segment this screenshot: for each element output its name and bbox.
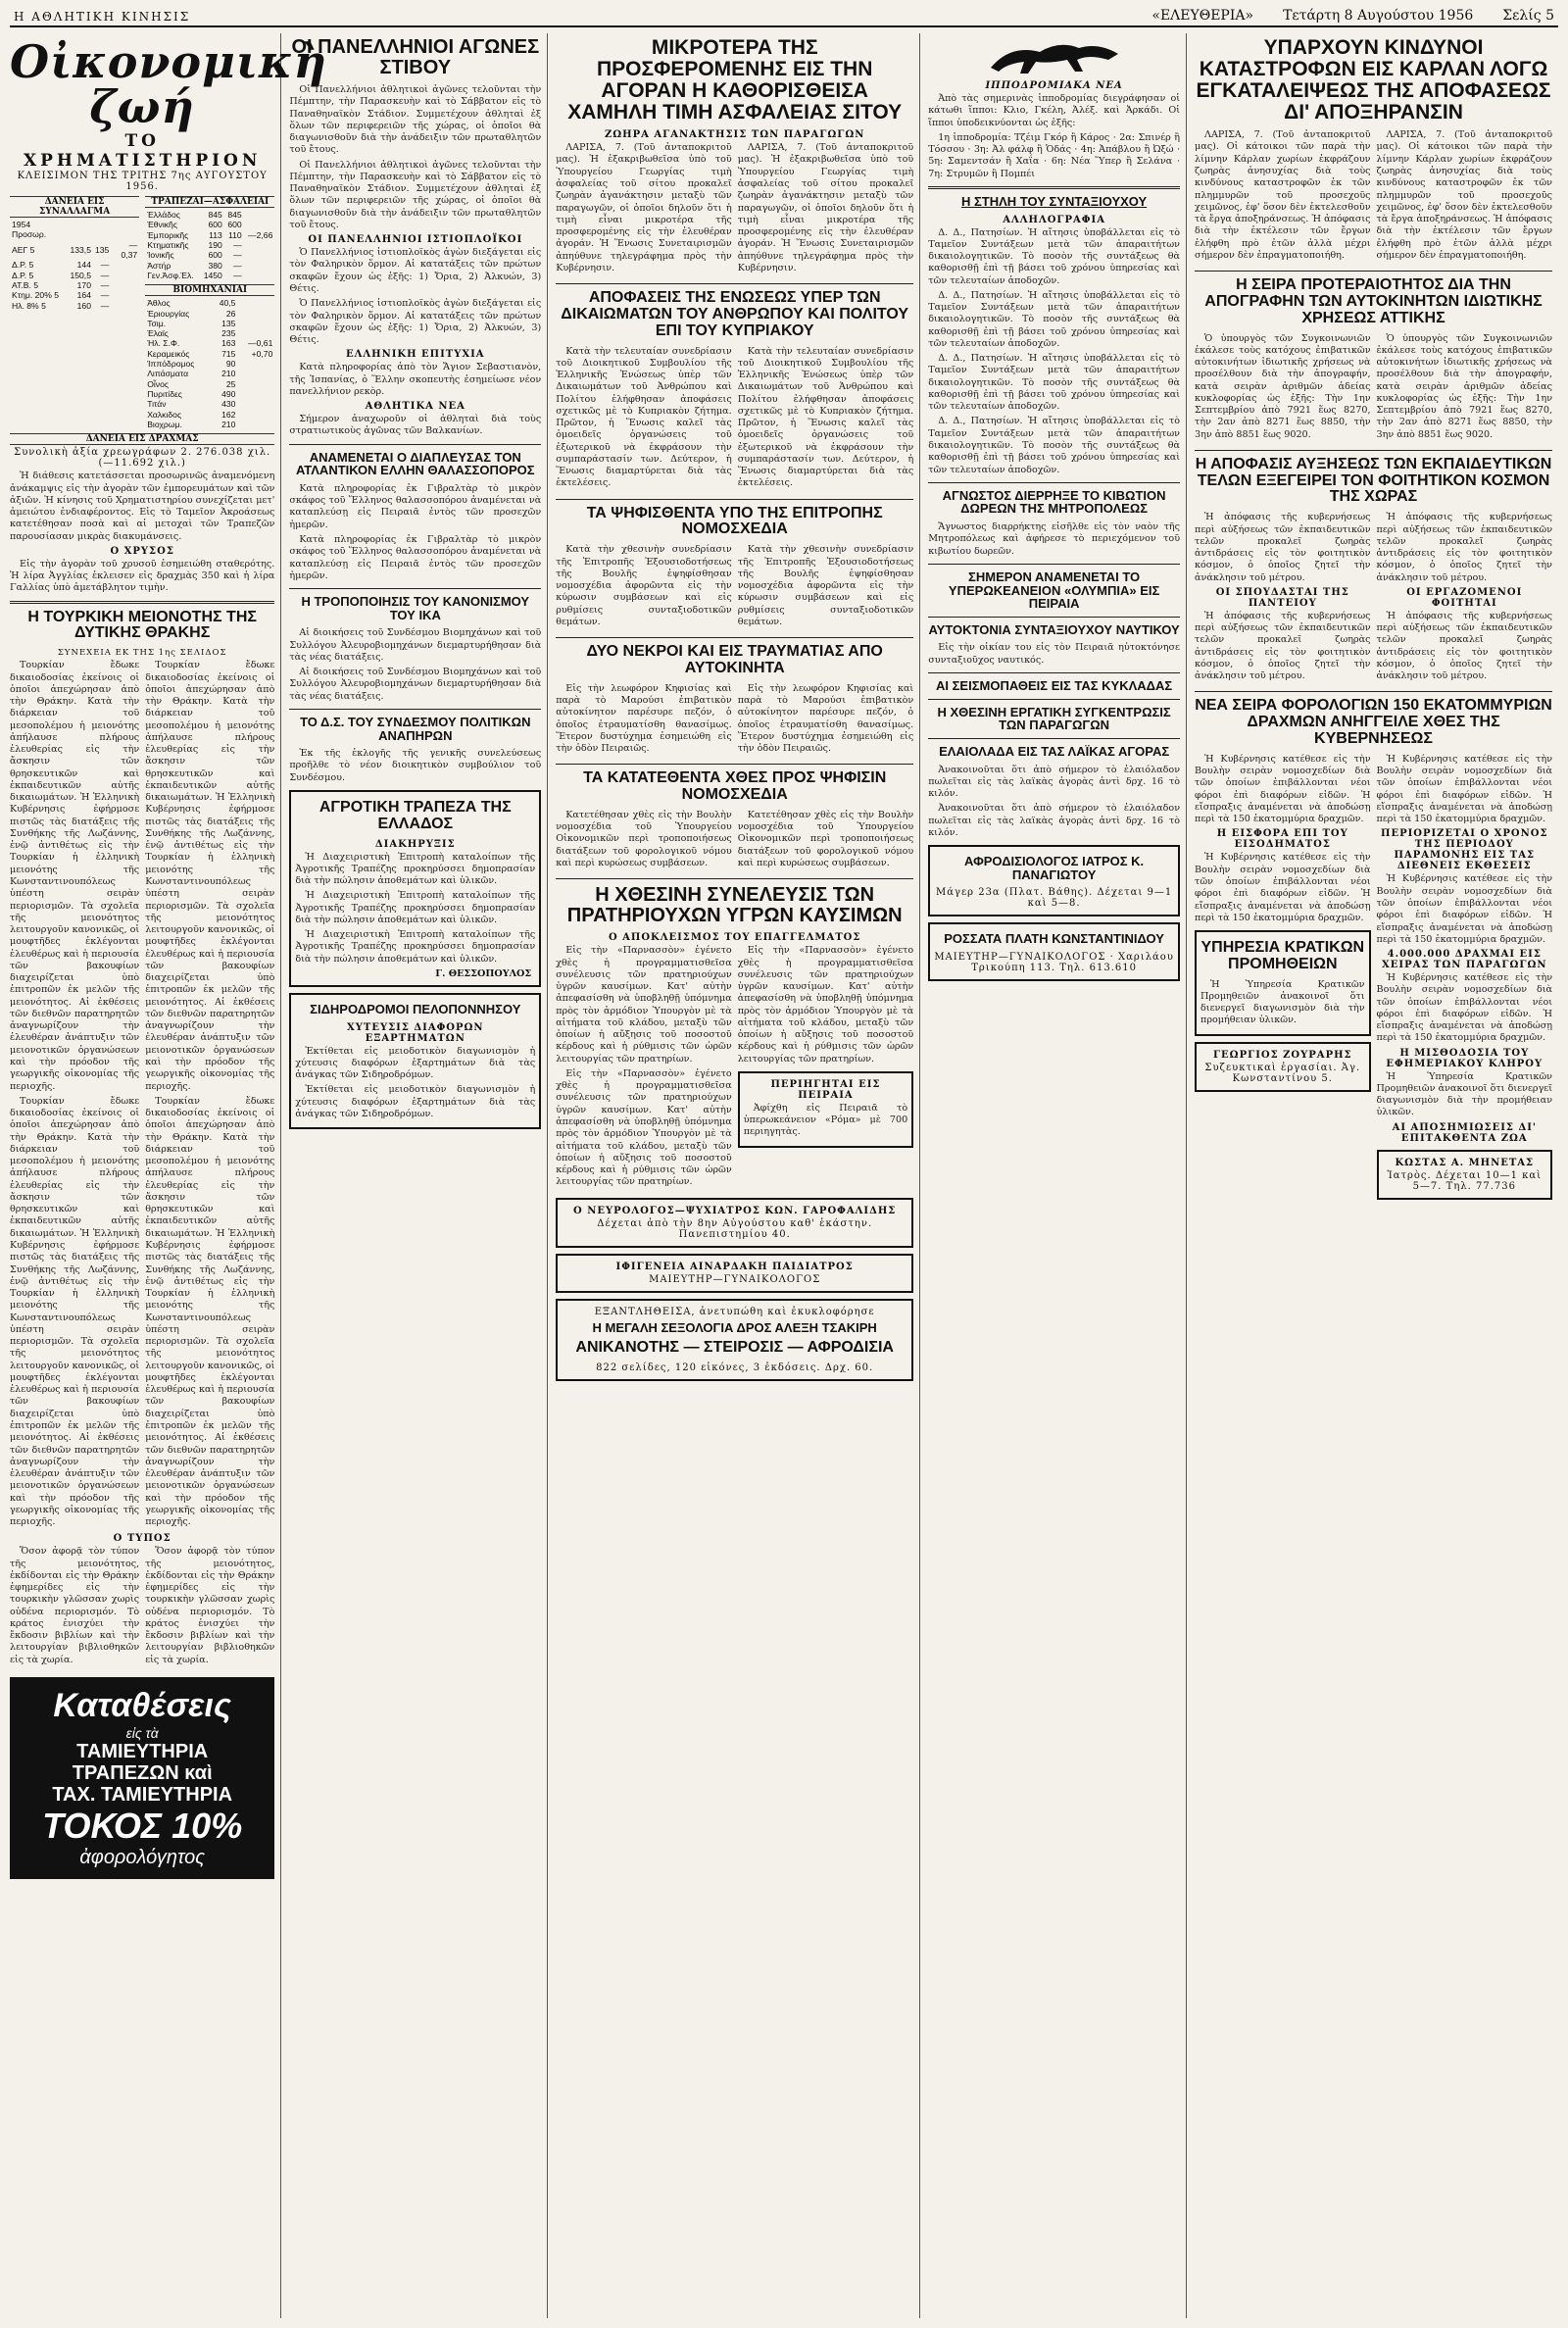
table-cell: —0,37 bbox=[121, 239, 138, 260]
column-national-news bbox=[1195, 33, 1558, 2318]
minetas-text: Ἰατρὸς. Δέχεται 10—1 καὶ 5—7. Τηλ. 77.736 bbox=[1387, 1169, 1543, 1192]
table-cell bbox=[111, 260, 139, 270]
table-cell: 600 bbox=[227, 220, 242, 230]
table-cell: 26 bbox=[225, 308, 236, 319]
table-cell: — bbox=[233, 239, 242, 250]
table-cell: 210 bbox=[221, 369, 236, 379]
car-census-article-a: Ὁ ὑπουργὸς τῶν Συγκοινωνιῶν ἐκάλεσε τοὺς κατόχους ἐπιβατικῶν αὐτοκινήτων ἰδιωτικῆς χρήσεως νὰ προσέλθουν διὰ τὴν ἀπογραφήν, κατὰ σειρὰν ἀριθμῶν ἀδείας κυκλοφορίας ὡς ἑξῆς: Τὴν 1ην Σεπτεμβρίου ἀπὸ 7921 ἕως 8270, τὴν 2αν ἀπὸ 8271 ἕως 8850, τὴν 3ην ἀπὸ 8851 ἕως 9020. bbox=[1195, 332, 1371, 440]
table-cell: Ἰονικῆς bbox=[147, 250, 174, 261]
table-cell: 40,5 bbox=[219, 298, 236, 309]
agri-bank-text: Ἡ Διαχειριστικὴ Ἐπιτροπὴ καταλοίπων τῆς Ἀγροτικῆς Τραπέζης προκηρύσσει δημοπρασίαν διὰ τὴν πώλησιν ἀποθεμάτων καὶ ὑλικῶν. bbox=[295, 851, 536, 887]
earthquake-headline: ΑΙ ΣΕΙΣΜΟΠΑΘΕΙΣ ΕΙΣ ΤΑΣ ΚΥΚΛΑΔΑΣ bbox=[936, 677, 1173, 693]
table-row bbox=[10, 260, 139, 270]
table-cell: 90 bbox=[225, 359, 236, 370]
table-cell: +0,70 bbox=[251, 348, 273, 359]
table-row bbox=[10, 301, 139, 311]
banks-table-title: ΤΡΑΠΕΖΑΙ—ΑΣΦΑΛΕΙΑΙ bbox=[145, 196, 274, 208]
table-cell: ΑΕΓ 5 bbox=[12, 244, 35, 255]
table-cell: Ἐριουργίας bbox=[147, 308, 190, 319]
exhibitions-text: Ἡ Κυβέρνησις κατέθεσε εἰς τὴν Βουλὴν σειρὰν νομοσχεδίων διὰ τῶν ὁποίων ἐπιβάλλονται νέοι φόροι ἐπὶ διαφόρων εἰδῶν. Ἡ εἴσπραξις ἀναμένεται νὰ ἀποδώσῃ περὶ τὰ 150 ἑκατομμύρια δραχμῶν. bbox=[1376, 873, 1553, 945]
human-rights-article-a: Κατὰ τὴν τελευταίαν συνεδρίασιν τοῦ Διοικητικοῦ Συμβουλίου τῆς Ἑλληνικῆς Ἑνώσεως ὑπὲρ τῶν Δικαιωμάτων τοῦ Ἀνθρώπου καὶ Πολίτου ἐλήφθησαν ἀποφάσεις σχετικῶς μὲ τὸ Κυπριακὸν ζήτημα. Πρῶτον, ἡ Ἕνωσις καλεῖ τὰς ὁμοειδεῖς ὀργανώσεις τοῦ ἐξωτερικοῦ νὰ ἐκφράσουν τὴν συμπαράστασίν των. Δεύτερον, ἡ Ἕνωσις διαμαρτύρεται διὰ τὰς ἐκτελέσεις. bbox=[556, 345, 732, 489]
table-cell: Οἶνος bbox=[147, 378, 169, 389]
table-row bbox=[145, 298, 274, 308]
olive-oil-text-2: Ἀνακοινοῦται ὅτι ἀπὸ σήμερον τὸ ἐλαιόλαδον πωλεῖται εἰς τὰς λαϊκὰς ἀγορὰς ἀντὶ δρχ. 16 τὸ κιλόν. bbox=[928, 803, 1181, 838]
table-row bbox=[145, 420, 274, 429]
horse-racing-text: Ἀπὸ τὰς σημερινὰς ἱπποδρομίας διεγράφησαν οἱ κάτωθι ἵπποι: Κλιο, Γκέλη, Ἀλέξ. καὶ Ἀρκάδι. Οἱ ἵπποι ὑποδεικνύονται ὡς ἑξῆς: bbox=[928, 93, 1181, 128]
fuel-stations-article-c: Εἰς τὴν «Παρνασσὸν» ἐγένετο χθὲς ἡ προγραμματισθεῖσα συνέλευσις τῶν πρατηριούχων ὑγρῶν καυσίμων. Κατ' αὐτὴν ἀπεφασίσθη νὰ ὑποβληθῇ ὑπόμνημα πρὸς τὸν ἁρμόδιον Ὑπουργὸν μὲ τὰ αἰτήματα τοῦ κλάδου, μεταξὺ τῶν ὁποίων ἡ αὔξησις τοῦ ποσοστοῦ κέρδους καὶ ἡ ρύθμισις τῶν ὡρῶν λειτουργίας τῶν πρατηρίων. bbox=[556, 1067, 732, 1188]
table-row bbox=[10, 280, 139, 290]
table-cell bbox=[237, 309, 274, 319]
table-cell: 135 bbox=[221, 318, 236, 328]
table-row bbox=[145, 319, 274, 328]
sexology-book-ad bbox=[556, 1299, 913, 1381]
industry-table bbox=[145, 298, 274, 429]
disabled-union-headline: ΤΟ Δ.Σ. ΤΟΥ ΣΥΝΔΕΣΜΟΥ ΠΟΛΙΤΙΚΩΝ ΑΝΑΠΗΡΩΝ bbox=[300, 714, 531, 743]
table-row bbox=[10, 240, 139, 261]
new-taxes-article-a: Ἡ Κυβέρνησις κατέθεσε εἰς τὴν Βουλὴν σειρὰν νομοσχεδίων διὰ τῶν ὁποίων ἐπιβάλλονται νέοι φόροι ἐπὶ διαφόρων εἰδῶν. Ἡ εἴσπραξις ἀναμένεται νὰ ἀποδώσῃ περὶ τὰ 150 ἑκατομμύρια δραχμῶν. bbox=[1195, 753, 1371, 825]
exchange-tables bbox=[10, 196, 274, 429]
procurement-text: Ἡ Ὑπηρεσία Κρατικῶν Προμηθειῶν ἀνακοινοῖ ὅτι διενεργεῖ διαγωνισμὸν διὰ τὴν προμήθειαν ὑλικῶν. bbox=[1200, 978, 1365, 1026]
neurologist-title: Ο ΝΕΥΡΟΛΟΓΟΣ—ΨΥΧΙΑΤΡΟΣ ΚΩΝ. ΓΑΡΟΦΑΛΙΔΗΣ bbox=[573, 1205, 897, 1216]
sailor-headline: ΑΝΑΜΕΝΕΤΑΙ Ο ΔΙΑΠΛΕΥΣΑΣ ΤΟΝ ΑΤΛΑΝΤΙΚΟΝ ΕΛΛΗΝ ΘΑΛΑΣΣΟΠΟΡΟΣ bbox=[295, 449, 535, 478]
sexology-reprint: ΕΞΑΝΤΛΗΘΕΙΣΑ, ἀνετυπώθη καὶ ἐκυκλοφόρησε bbox=[594, 1306, 875, 1317]
sailor-article: Κατὰ πληροφορίας ἐκ Γιβραλτὰρ τὸ μικρὸν σκάφος τοῦ Ἕλληνος θαλασσοπόρου ἀναμένεται νὰ καταπλεύσῃ εἰς Πειραιᾶ ἐντὸς τῶν προσεχῶν ἡμερῶν. bbox=[289, 482, 542, 530]
pediatrician-ad bbox=[556, 1254, 913, 1293]
gynecologist-title: ΡΟΣΣΑΤΑ ΠΛΑΤΗ ΚΩΝΣΤΑΝΤΙΝΙΔΟΥ bbox=[944, 931, 1164, 947]
table-cell bbox=[244, 250, 275, 260]
table-cell bbox=[111, 301, 139, 311]
continued-note: ΣΥΝΕΧΕΙΑ ΕΚ ΤΗΣ 1ης ΣΕΛΙΔΟΣ bbox=[57, 648, 227, 659]
table-cell: 113 bbox=[209, 229, 222, 240]
table-cell bbox=[244, 220, 275, 229]
table-cell: Ἀθλος bbox=[147, 298, 171, 309]
table-cell: Δ.Ρ. 5 bbox=[12, 260, 34, 271]
table-cell: Ἀστήρ bbox=[147, 260, 172, 271]
table-cell: 144 bbox=[76, 260, 91, 271]
exchange-title: ΤΟ ΧΡΗΜΑΤΙΣΤΗΡΙΟΝ bbox=[23, 131, 262, 171]
ad-savings-banks: ΤΑΜΙΕΥΤΗΡΙΑ bbox=[76, 1741, 209, 1763]
fuel-stations-headline: Η ΧΘΕΣΙΝΗ ΣΥΝΕΛΕΥΣΙΣ ΤΩΝ ΠΡΑΤΗΡΙΟΥΧΩΝ ΥΓΡΩΝ ΚΑΥΣΙΜΩΝ bbox=[566, 884, 903, 927]
table-cell: —2,66 bbox=[248, 229, 273, 240]
table-cell: Κεραμεικός bbox=[147, 348, 190, 359]
committee-bills-article-a: Κατὰ τὴν χθεσινὴν συνεδρίασιν τῆς Ἐπιτροπῆς Ἐξουσιοδοτήσεως τῆς Βουλῆς ἐψηφίσθησαν νομοσχέδια ἀφορῶντα εἰς τὴν κύρωσιν συμβάσεων καὶ εἰς ρυθμίσεις συνταξιοδοτικῶν θεμάτων. bbox=[556, 544, 732, 627]
agricultural-bank-notice bbox=[289, 790, 541, 987]
ad-banks: ΤΡΑΠΕΖΩΝ καὶ bbox=[72, 1762, 213, 1785]
railways-notice bbox=[289, 993, 541, 1129]
student-fees-article-b: Ἡ ἀπόφασις τῆς κυβερνήσεως περὶ αὐξήσεως τῶν ἐκπαιδευτικῶν τελῶν προκαλεῖ ζωηρὰς ἀντιδράσεις εἰς τὸν φοιτητικὸν κόσμον, ὁ ὁποῖος ζητεῖ τὴν ἀνάκλησιν τοῦ μέτρου. bbox=[1376, 512, 1553, 583]
table-cell: 160 bbox=[76, 300, 91, 311]
thrace-headline: Η ΤΟΥΡΚΙΚΗ ΜΕΙΟΝΟΤΗΣ ΤΗΣ ΔΥΤΙΚΗΣ ΘΡΑΚΗΣ bbox=[27, 608, 257, 642]
table-row bbox=[10, 290, 139, 300]
table-cell: —0,61 bbox=[248, 338, 273, 349]
working-students-text: Ἡ ἀπόφασις τῆς κυβερνήσεως περὶ αὐξήσεως τῶν ἐκπαιδευτικῶν τελῶν προκαλεῖ ζωηρὰς ἀντιδράσεις εἰς τὸν φοιτητικὸν κόσμον, ὁ ὁποῖος ζητεῖ τὴν ἀνάκλησιν τοῦ μέτρου. bbox=[1376, 610, 1553, 682]
committee-bills-article-b: Κατὰ τὴν χθεσινὴν συνεδρίασιν τῆς Ἐπιτροπῆς Ἐξουσιοδοτήσεως τῆς Βουλῆς ἐψηφίσθησαν νομοσχέδια ἀφορῶντα εἰς τὴν κύρωσιν συμβάσεων καὶ εἰς ρυθμίσεις συνταξιοδοτικῶν θεμάτων. bbox=[737, 544, 914, 627]
column-local-news bbox=[928, 33, 1187, 2318]
table-row bbox=[145, 369, 274, 378]
fuel-stations-article-a: Εἰς τὴν «Παρνασσὸν» ἐγένετο χθὲς ἡ προγραμματισθεῖσα συνέλευσις τῶν πρατηριούχων ὑγρῶν καυσίμων. Κατ' αὐτὴν ἀπεφασίσθη νὰ ὑποβληθῇ ὑπόμνημα πρὸς τὸν ἁρμόδιον Ὑπουργὸν μὲ τὰ αἰτήματα τοῦ κλάδου, μεταξὺ τῶν ὁποίων ἡ αὔξησις τοῦ ποσοστοῦ κέρδους καὶ ἡ ρύθμισις τῶν ὡρῶν λειτουργίας τῶν πρατηρίων. bbox=[556, 945, 732, 1065]
wheat-price-headline: ΜΙΚΡΟΤΕΡΑ ΤΗΣ ΠΡΟΣΦΕΡΟΜΕΝΗΣ ΕΙΣ ΤΗΝ ΑΓΟΡΑΝ Η ΚΑΘΟΡΙΣΘΕΙΣΑ ΧΑΜΗΛΗ ΤΙΜΗ ΑΣΦΑΛΕΙΑΣ ΣΙΤΟΥ bbox=[567, 36, 903, 124]
securities-total: Συνολικὴ ἀξία χρεωγράφων 2. 276.038 χιλ. (—11.692 χιλ.) bbox=[14, 447, 271, 470]
table-cell: 110 bbox=[227, 229, 242, 240]
table-cell bbox=[237, 410, 274, 420]
ika-article-cont: Αἱ διοικήσεις τοῦ Συνδέσμου Βιομηχάνων καὶ τοῦ Συλλόγου Ἀλευροβιομηχάνων διεμαρτυρήθησαν διὰ τὰς νέας διατάξεις. bbox=[289, 667, 542, 702]
submitted-bills-article-a: Κατετέθησαν χθὲς εἰς τὴν Βουλὴν νομοσχέδια τοῦ Ὑπουργείου Οἰκονομικῶν περὶ τροποποιήσεως διατάξεων τοῦ φορολογικοῦ νόμου καὶ περὶ κυρώσεως συμβάσεων. bbox=[556, 809, 732, 868]
zourarhs-text: Συζευκτικαὶ ἐργασίαι. Ἀγ. Κωνσταντίνου 5. bbox=[1204, 1062, 1361, 1084]
sexology-details: 822 σελίδες, 120 εἰκόνες, 3 ἐκδόσεις. Δρχ. 60. bbox=[596, 1362, 874, 1373]
olympia-headline: ΣΗΜΕΡΟΝ ΑΝΑΜΕΝΕΤΑΙ ΤΟ ΥΠΕΡΩΚΕΑΝΕΙΟΝ «ΟΛΥΜΠΙΑ» ΕΙΣ ΠΕΙΡΑΙΑ bbox=[948, 569, 1160, 612]
agri-bank-title: ΑΓΡΟΤΙΚΗ ΤΡΑΠΕΖΑ ΤΗΣ ΕΛΛΑΔΟΣ bbox=[318, 799, 512, 832]
wheat-kicker: ΖΩΗΡΑ ΑΓΑΝΑΚΤΗΣΙΣ ΤΩΝ ΠΑΡΑΓΩΓΩΝ bbox=[604, 129, 865, 141]
table-cell: — bbox=[100, 300, 110, 311]
table-cell: 1954 Προσωρ. bbox=[12, 220, 47, 240]
minetas-title: ΚΩΣΤΑΣ Α. ΜΗΝΕΤΑΣ bbox=[1395, 1157, 1535, 1168]
table-cell: 235 bbox=[221, 328, 236, 339]
table-cell: 490 bbox=[221, 389, 236, 399]
disabled-union-article: Ἐκ τῆς ἐκλογῆς τῆς γενικῆς συνελεύσεως προῆλθε τὸ νέον διοικητικὸν συμβούλιον τοῦ Συνδέσμου. bbox=[289, 748, 542, 783]
horse-racing-heading: ΙΠΠΟΔΡΟΜΙΑΚΑ ΝΕΑ bbox=[985, 80, 1123, 91]
car-census-headline: Η ΣΕΙΡΑ ΠΡΟΤΕΡΑΙΟΤΗΤΟΣ ΔΙΑ ΤΗΝ ΑΠΟΓΡΑΦΗΝ ΤΩΝ ΑΥΤΟΚΙΝΗΤΩΝ ΙΔΙΩΤΙΚΗΣ ΧΡΗΣΕΩΣ ΑΤΤΙΚΗΣ bbox=[1204, 276, 1543, 326]
table-cell bbox=[237, 420, 274, 429]
table-row bbox=[145, 389, 274, 399]
table-cell: 163 bbox=[221, 338, 236, 349]
table-cell bbox=[237, 399, 274, 409]
table-cell: 600 bbox=[208, 250, 222, 261]
working-students-heading: ΟΙ ΕΡΓΑΖΟΜΕΝΟΙ ΦΟΙΤΗΤΑΙ bbox=[1406, 586, 1523, 609]
table-row bbox=[145, 328, 274, 338]
horse-icon bbox=[981, 34, 1128, 77]
table-cell: — bbox=[233, 260, 242, 271]
greek-success-heading: ΕΛΛΗΝΙΚΗ ΕΠΙΤΥΧΙΑ bbox=[346, 349, 485, 361]
human-rights-article-b: Κατὰ τὴν τελευταίαν συνεδρίασιν τοῦ Διοικητικοῦ Συμβουλίου τῆς Ἑλληνικῆς Ἑνώσεως ὑπὲρ τῶν Δικαιωμάτων τοῦ Ἀνθρώπου καὶ Πολίτου ἐλήφθησαν ἀποφάσεις σχετικῶς μὲ τὸ Κυπριακὸν ζήτημα. Πρῶτον, ἡ Ἕνωσις καλεῖ τὰς ὁμοειδεῖς ὀργανώσεις τοῦ ἐξωτερικοῦ νὰ ἐκφράσουν τὴν συμπαράστασίν των. Δεύτερον, ἡ Ἕνωσις διαμαρτύρεται διὰ τὰς ἐκτελέσεις. bbox=[737, 345, 914, 489]
minetas-ad bbox=[1377, 1150, 1553, 1200]
workers-rally-headline: Η ΧΘΕΣΙΝΗ ΕΡΓΑΤΙΚΗ ΣΥΓΚΕΝΤΡΩΣΙΣ ΤΩΝ ΠΑΡΑΓΩΓΩΝ bbox=[937, 704, 1171, 733]
table-cell bbox=[111, 271, 139, 280]
table-cell: 150,5 bbox=[70, 270, 91, 280]
table-cell bbox=[244, 271, 275, 280]
table-cell: Χαλκιδος bbox=[147, 409, 182, 420]
table-row bbox=[145, 220, 274, 229]
karla-headline: ΥΠΑΡΧΟΥΝ ΚΙΝΔΥΝΟΙ ΚΑΤΑΣΤΡΟΦΩΝ ΕΙΣ ΚΑΡΛΑΝ ΛΟΓΩ ΕΓΚΑΤΑΛΕΙΨΕΩΣ ΤΗΣ ΑΠΟΦΑΣΕΩΣ ΔΙ' ΑΠΟΞΗΡΑΝΣΙΝ bbox=[1196, 36, 1551, 124]
table-cell: Ἑλλάδος bbox=[147, 210, 180, 220]
correspondence-heading: ΑΛΛΗΛΟΓΡΑΦΙΑ bbox=[1003, 214, 1105, 225]
table-cell: 25 bbox=[225, 378, 236, 389]
table-cell bbox=[237, 379, 274, 389]
table-cell bbox=[244, 240, 275, 250]
sexology-topics: ΑΝΙΚΑΝΟΤΗΣ — ΣΤΕΙΡΟΣΙΣ — ΑΦΡΟΔΙΣΙΑ bbox=[575, 1339, 894, 1357]
correspondence-text-3: Δ. Δ., Πατησίων. Ἡ αἴτησις ὑποβάλλεται εἰς τὸ Ταμεῖον Συντάξεων μετὰ τῶν ἀπαραιτήτων δικαιολογητικῶν. Τὸ ποσὸν τῆς συντάξεως θὰ καθορισθῇ ἐπὶ τῇ βάσει τοῦ χρόνου ὑπηρεσίας καὶ τῶν τελευταίων ἀποδοχῶν. bbox=[928, 353, 1181, 413]
table-cell bbox=[237, 359, 274, 369]
tourists-box bbox=[738, 1071, 914, 1148]
zourarhs-title: ΓΕΩΡΓΙΟΣ ΖΟΥΡΑΡΗΣ bbox=[1212, 1049, 1352, 1061]
table-cell bbox=[237, 369, 274, 378]
railways-title: ΣΙΔΗΡΟΔΡΟΜΟΙ ΠΕΛΟΠΟΝΝΗΣΟΥ bbox=[310, 1001, 521, 1016]
sailing-heading: ΟΙ ΠΑΝΕΛΛΗΝΙΟΙ ΙΣΤΙΟΠΛΟΪΚΟΙ bbox=[308, 234, 523, 246]
athletics-article: Οἱ Πανελλήνιοι ἀθλητικοὶ ἀγῶνες τελοῦνται τὴν Πέμπτην, τὴν Παρασκευὴν καὶ τὸ Σάββατον εἰς τὸ Παναθηναϊκὸν Στάδιον. Συμμετέχουν ἀθληταὶ ἐξ ὅλων τῶν περιφερειῶν τῆς χώρας, οἱ ὁποῖοι θὰ διαγωνισθοῦν διὰ τὴν ἀνάδειξιν τῶν πρωταθλητῶν τοῦ ἔτους. bbox=[289, 84, 542, 156]
table-cell: Ηλ. 8% 5 bbox=[12, 300, 46, 311]
thrace-article-b: Τουρκίαν ἔδωκε δικαιοδοσίας ἐκείνοις οἱ ὁποῖοι ἀπεχώρησαν ἀπὸ τὴν Θράκην. Κατὰ τὴν διάρκειαν τοῦ μεσοπολέμου ἡ μειονότης ἀπήλαυσε πλήρους ἐλευθερίας εἰς τὴν ἄσκησιν τῶν θρησκευτικῶν καὶ ἐκπαιδευτικῶν αὐτῆς δικαιωμάτων. Ἡ Ἑλληνικὴ Κυβέρνησις ἐφήρμοσε πιστῶς τὰς διατάξεις τῆς Συνθήκης τῆς Λωζάννης, ἐνῷ ἀντιθέτως εἰς τὴν Τουρκίαν ἡ ἑλληνικὴ μειονότης τῆς Κωνσταντινουπόλεως ὑπέστη σειρὰν περιορισμῶν. Τὰ σχολεῖα τῆς μειονότητος λειτουργοῦν κανονικῶς, οἱ μουφτῆδες ἐκλέγονται ἐλευθέρως καὶ ἡ περιουσία τῶν βακουφίων διαχειρίζεται ὑπὸ ἐπιτροπῶν ἐκ μελῶν τῆς μειονότητος. Αἱ ἐκθέσεις τῶν διεθνῶν παρατηρητῶν ἀναγνωρίζουν τὴν ἐλευθέραν ἀνάπτυξιν τῶν μειονοτικῶν ὀργανώσεων καὶ τὴν πρόοδον τῆς γεωργικῆς οἰκονομίας τῆς περιοχῆς. bbox=[145, 660, 275, 1092]
thrace-article-a: Τουρκίαν ἔδωκε δικαιοδοσίας ἐκείνοις οἱ ὁποῖοι ἀπεχώρησαν ἀπὸ τὴν Θράκην. Κατὰ τὴν διάρκειαν τοῦ μεσοπολέμου ἡ μειονότης ἀπήλαυσε πλήρους ἐλευθερίας εἰς τὴν ἄσκησιν τῶν θρησκευτικῶν καὶ ἐκπαιδευτικῶν αὐτῆς δικαιωμάτων. Ἡ Ἑλληνικὴ Κυβέρνησις ἐφήρμοσε πιστῶς τὰς διατάξεις τῆς Συνθήκης τῆς Λωζάννης, ἐνῷ ἀντιθέτως εἰς τὴν Τουρκίαν ἡ ἑλληνικὴ μειονότης τῆς Κωνσταντινουπόλεως ὑπέστη σειρὰν περιορισμῶν. Τὰ σχολεῖα τῆς μειονότητος λειτουργοῦν κανονικῶς, οἱ μουφτῆδες ἐκλέγονται ἐλευθέρως καὶ ἡ περιουσία τῶν βακουφίων διαχειρίζεται ὑπὸ ἐπιτροπῶν ἐκ μελῶν τῆς μειονότητος. Αἱ ἐκθέσεις τῶν διεθνῶν παρατηρητῶν ἀναγνωρίζουν τὴν ἐλευθέραν ἀνάπτυξιν τῶν μειονοτικῶν ὀργανώσεων καὶ τὴν πρόοδον τῆς γεωργικῆς οἰκονομίας τῆς περιοχῆς. bbox=[10, 660, 140, 1092]
header-page-number: Σελίς 5 bbox=[1502, 8, 1554, 24]
ad-postal-savings: ΤΑΧ. ΤΑΜΙΕΥΤΗΡΙΑ bbox=[52, 1784, 233, 1807]
press-heading: Ο ΤΥΠΟΣ bbox=[113, 1533, 172, 1545]
table-cell: 210 bbox=[221, 419, 236, 429]
table-cell: Τσιμ. bbox=[147, 318, 167, 328]
header-paper-name: «ΕΛΕΥΘΕΡΙΑ» bbox=[1152, 8, 1254, 24]
table-cell: Λιπάσματα bbox=[147, 369, 189, 379]
table-cell: 164 bbox=[76, 290, 91, 301]
karla-article-b: ΛΑΡΙΣΑ, 7. (Τοῦ ἀνταποκριτοῦ μας). Οἱ κάτοικοι τῶν παρὰ τὴν λίμνην Κάρλαν χωρίων ἐκφράζουν ζωηρὰς ἀνησυχίας διὰ τοὺς κινδύνους καταστροφῶν ἐκ τῶν πλημμυρῶν τοῦ προσεχοῦς χειμῶνος, ἐφ' ὅσον δὲν ἐκτελεσθοῦν τὰ ἔργα ἀποξηράνσεως. Ἡ ἀπόφασις διὰ τὴν ἐκτέλεσιν τῶν ἔργων ἐλήφθη πρὸ ἐτῶν ἀλλὰ μέχρι σήμερον δὲν ἐπραγματοποιήθη. bbox=[1376, 129, 1553, 261]
student-fees-article-a: Ἡ ἀπόφασις τῆς κυβερνήσεως περὶ αὐξήσεως τῶν ἐκπαιδευτικῶν τελῶν προκαλεῖ ζωηρὰς ἀντιδράσεις εἰς τὸν φοιτητικὸν κόσμον, ὁ ὁποῖος ζητεῖ τὴν ἀνάκλησιν τοῦ μέτρου. bbox=[1195, 512, 1371, 583]
banks-table bbox=[145, 210, 274, 280]
table-row bbox=[145, 210, 274, 220]
table-cell: Δ.Ρ. 5 bbox=[12, 270, 34, 280]
table-cell: Πυριτίδες bbox=[147, 389, 182, 399]
loans-table-title: ΔΑΝΕΙΑ ΕΙΣ ΣΥΝΑΛΛΑΓΜΑ bbox=[10, 196, 139, 218]
loans-table bbox=[10, 220, 139, 311]
producers-money-text: Ἡ Κυβέρνησις κατέθεσε εἰς τὴν Βουλὴν σειρὰν νομοσχεδίων διὰ τῶν ὁποίων ἐπιβάλλονται νέοι φόροι ἐπὶ διαφόρων εἰδῶν. Ἡ εἴσπραξις ἀναμένεται νὰ ἀποδώσῃ περὶ τὰ 150 ἑκατομμύρια δραχμῶν. bbox=[1376, 972, 1553, 1044]
table-cell bbox=[111, 290, 139, 300]
venereologist-title: ΑΦΡΟΔΙΣΙΟΛΟΓΟΣ ΙΑΤΡΟΣ Κ. ΠΑΝΑΓΙΩΤΟΥ bbox=[964, 854, 1145, 882]
table-cell bbox=[111, 220, 139, 240]
column-sports bbox=[289, 33, 548, 2318]
gynecologist-ad bbox=[928, 922, 1180, 981]
table-row bbox=[145, 338, 274, 348]
table-cell: 600 bbox=[208, 220, 222, 230]
sports-news-heading: ΑΘΛΗΤΙΚΑ ΝΕΑ bbox=[365, 401, 466, 413]
car-accident-article-b: Εἰς τὴν λεωφόρον Κηφισίας καὶ παρὰ τὸ Μαρούσι ἐπιβατικὸν αὐτοκίνητον παρέσυρε πεζόν, ὁ ὁποῖος ἐτραυματίσθη θανασίμως. Ἕτερον δυστύχημα ἐσημειώθη εἰς τὴν ὁδὸν Πειραιῶς. bbox=[737, 682, 914, 755]
ad-tax-free: ἀφορολόγητος bbox=[79, 1847, 205, 1869]
zourarhs-ad bbox=[1195, 1042, 1371, 1092]
table-cell bbox=[237, 319, 274, 328]
exhibitions-heading: ΠΕΡΙΟΡΙΖΕΤΑΙ Ο ΧΡΟΝΟΣ ΤΗΣ ΠΕΡΙΟΔΟΥ ΠΑΡΑΜΟΝΗΣ ΕΙΣ ΤΑΣ ΔΙΕΘΝΕΙΣ ΕΚΘΕΣΕΙΣ bbox=[1381, 828, 1548, 872]
railways-subtitle: ΧΥΤΕΥΣΙΣ ΔΙΑΦΟΡΩΝ ΕΞΑΡΤΗΜΑΤΩΝ bbox=[346, 1021, 484, 1044]
table-cell: 845 bbox=[208, 210, 222, 220]
table-cell: 170 bbox=[76, 279, 91, 290]
panteios-heading: ΟΙ ΣΠΟΥΔΑΣΤΑΙ ΤΗΣ ΠΑΝΤΕΙΟΥ bbox=[1215, 586, 1349, 609]
fuel-stations-kicker: Ο ΑΠΟΚΛΕΙΣΜΟΣ ΤΟΥ ΕΠΑΓΓΕΛΜΑΤΟΣ bbox=[608, 932, 861, 944]
table-cell bbox=[111, 280, 139, 290]
table-row bbox=[145, 379, 274, 389]
new-taxes-article-b: Ἡ Κυβέρνησις κατέθεσε εἰς τὴν Βουλὴν σειρὰν νομοσχεδίων διὰ τῶν ὁποίων ἐπιβάλλονται νέοι φόροι ἐπὶ διαφόρων εἰδῶν. Ἡ εἴσπραξις ἀναμένεται νὰ ἀποδώσῃ περὶ τὰ 150 ἑκατομμύρια δραχμῶν. bbox=[1376, 753, 1553, 825]
agri-bank-signature: Γ. ΘΕΣΣΟΠΟΥΛΟΣ bbox=[435, 967, 532, 979]
table-cell bbox=[244, 210, 275, 220]
human-rights-headline: ΑΠΟΦΑΣΕΙΣ ΤΗΣ ΕΝΩΣΕΩΣ ΥΠΕΡ ΤΩΝ ΔΙΚΑΙΩΜΑΤΩΝ ΤΟΥ ΑΝΘΡΩΠΟΥ ΚΑΙ ΠΟΛΙΤΟΥ ΕΠΙ ΤΟΥ ΚΥΠΡΙΑΚΟΥ bbox=[561, 289, 909, 339]
gold-heading: Ο ΧΡΥΣΟΣ bbox=[110, 545, 174, 557]
press-article-a: Ὅσον ἀφορᾷ τὸν τύπον τῆς μειονότητος, ἐκδίδονται εἰς τὴν Θράκην ἐφημερίδες εἰς τὴν τουρκικὴν γλῶσσαν χωρὶς οὐδένα περιορισμόν. Τὸ κράτος ἐνισχύει τὴν ἔκδοσιν βιβλίων καὶ τὴν λειτουργίαν βιβλιοθηκῶν εἰς τὰ χωρία. bbox=[10, 1546, 140, 1665]
table-cell: 1450 bbox=[203, 270, 222, 280]
table-cell: 430 bbox=[221, 399, 236, 410]
table-cell: Ἱππόδρομος bbox=[147, 359, 195, 370]
ad-in-the: εἰς τὰ bbox=[125, 1725, 159, 1742]
table-cell: Κτηματικῆς bbox=[147, 239, 189, 250]
table-cell: — bbox=[233, 250, 242, 261]
table-row bbox=[145, 261, 274, 271]
venereologist-ad bbox=[928, 845, 1180, 916]
fuel-stations-article-b: Εἰς τὴν «Παρνασσὸν» ἐγένετο χθὲς ἡ προγραμματισθεῖσα συνέλευσις τῶν πρατηριούχων ὑγρῶν καυσίμων. Κατ' αὐτὴν ἀπεφασίσθη νὰ ὑποβληθῇ ὑπόμνημα πρὸς τὸν ἁρμόδιον Ὑπουργὸν μὲ τὰ αἰτήματα τοῦ κλάδου, μεταξὺ τῶν ὁποίων ἡ αὔξησις τοῦ ποσοστοῦ κέρδους καὶ ἡ ρύθμισις τῶν ὡρῶν λειτουργίας τῶν πρατηρίων. bbox=[737, 945, 914, 1065]
table-row bbox=[145, 399, 274, 409]
pensioner-column-headline: Η ΣΤΗΛΗ ΤΟΥ ΣΥΝΤΑΞΙΟΥΧΟΥ bbox=[960, 193, 1148, 209]
tourists-text: Ἀφίχθη εἰς Πειραιᾶ τὸ ὑπερωκεάνειον «Ρόμα» μὲ 700 περιηγητὰς. bbox=[743, 1102, 908, 1138]
donation-box-headline: ΑΓΝΩΣΤΟΣ ΔΙΕΡΡΗΞΕ ΤΟ ΚΙΒΩΤΙΟΝ ΔΩΡΕΩΝ ΤΗΣ ΜΗΤΡΟΠΟΛΕΩΣ bbox=[942, 487, 1166, 517]
income-levy-heading: Η ΕΙΣΦΟΡΑ ΕΠΙ ΤΟΥ ΕΙΣΟΔΗΜΑΤΟΣ bbox=[1216, 828, 1348, 851]
table-cell: — bbox=[100, 290, 110, 301]
neurologist-ad bbox=[556, 1198, 913, 1248]
agri-bank-text-cont: Ἡ Διαχειριστικὴ Ἐπιτροπὴ καταλοίπων τῆς Ἀγροτικῆς Τραπέζης προκηρύσσει δημοπρασίαν διὰ τὴν πώλησιν ἀποθεμάτων καὶ ὑλικῶν. bbox=[295, 890, 536, 925]
ad-deposits: Καταθέσεις bbox=[53, 1687, 231, 1725]
table-cell: 162 bbox=[221, 409, 236, 420]
table-cell: 715 bbox=[221, 348, 236, 359]
gold-commentary: Εἰς τὴν ἀγορὰν τοῦ χρυσοῦ ἐσημειώθη σταθερότης. Ἡ λίρα Ἀγγλίας ἐκλεισεν εἰς δραχμὰς 350 καὶ ἡ λίρα Γαλλίας ὑπὸ ἀμετάβλητον τιμὴν. bbox=[10, 558, 275, 594]
table-cell: — bbox=[100, 279, 110, 290]
exchange-closing-date: ΚΛΕΙΣΙΜΟΝ ΤΗΣ ΤΡΙΤΗΣ 7ης ΑΥΓΟΥΣΤΟΥ 1956. bbox=[17, 171, 268, 192]
table-row bbox=[145, 309, 274, 319]
neurologist-text: Δέχεται ἀπὸ τὴν 8ην Αὐγούστου καθ' ἑκάστην. Πανεπιστημίου 40. bbox=[597, 1217, 873, 1240]
table-cell: ΑΤ.Β. 5 bbox=[12, 279, 39, 290]
sexology-title: Η ΜΕΓΑΛΗ ΣΕΞΟΛΟΓΙΑ ΔΡΟΣ ΑΛΕΞΗ ΤΣΑΚΙΡΗ bbox=[592, 1319, 877, 1335]
table-row bbox=[145, 359, 274, 369]
page-header bbox=[10, 8, 1558, 27]
income-levy-text: Ἡ Κυβέρνησις κατέθεσε εἰς τὴν Βουλὴν σειρὰν νομοσχεδίων διὰ τῶν ὁποίων ἐπιβάλλονται νέοι φόροι ἐπὶ διαφόρων εἰδῶν. Ἡ εἴσπραξις ἀναμένεται νὰ ἀποδώσῃ περὶ τὰ 150 ἑκατομμύρια δραχμῶν. bbox=[1195, 852, 1371, 923]
karla-article-a: ΛΑΡΙΣΑ, 7. (Τοῦ ἀνταποκριτοῦ μας). Οἱ κάτοικοι τῶν παρὰ τὴν λίμνην Κάρλαν χωρίων ἐκφράζουν ζωηρὰς ἀνησυχίας διὰ τοὺς κινδύνους καταστροφῶν ἐκ τῶν πλημμυρῶν τοῦ προσεχοῦς χειμῶνος, ἐφ' ὅσον δὲν ἐκτελεσθοῦν τὰ ἔργα ἀποξηράνσεως. Ἡ ἀπόφασις διὰ τὴν ἐκτέλεσιν τῶν ἔργων ἐλήφθη πρὸ ἐτῶν ἀλλὰ μέχρι σήμερον δὲν ἐπραγματοποιήθη. bbox=[1195, 129, 1371, 261]
table-cell: Τιτάν bbox=[147, 399, 167, 410]
student-fees-headline: Η ΑΠΟΦΑΣΙΣ ΑΥΞΗΣΕΩΣ ΤΩΝ ΕΚΠΑΙΔΕΥΤΙΚΩΝ ΤΕΛΩΝ ΕΞΕΓΕΙΡΕΙ ΤΟΝ ΦΟΙΤΗΤΙΚΟΝ ΚΟΣΜΟΝ ΤΗΣ ΧΩΡΑΣ bbox=[1195, 455, 1552, 506]
table-cell: 380 bbox=[208, 260, 222, 271]
athletics-headline: ΟΙ ΠΑΝΕΛΛΗΝΙΟΙ ΑΓΩΝΕΣ ΣΤΙΒΟΥ bbox=[291, 36, 540, 78]
table-cell: Κτημ. 20% 5 bbox=[12, 290, 59, 301]
correspondence-text-2: Δ. Δ., Πατησίων. Ἡ αἴτησις ὑποβάλλεται εἰς τὸ Ταμεῖον Συντάξεων μετὰ τῶν ἀπαραιτήτων δικαιολογητικῶν. Τὸ ποσὸν τῆς συντάξεως θὰ καθορισθῇ ἐπὶ τῇ βάσει τοῦ χρόνου ὑπηρεσίας καὶ τῶν τελευταίων ἀποδοχῶν. bbox=[928, 289, 1181, 349]
table-cell: Ἐλαϊς bbox=[147, 328, 169, 339]
requisition-heading: ΑΙ ΑΠΟΣΗΜΙΩΣΕΙΣ ΔΙ' ΕΠΙΤΑΚΘΕΝΤΑ ΖΩΑ bbox=[1392, 1121, 1537, 1144]
procurement-title: ΥΠΗΡΕΣΙΑ ΚΡΑΤΙΚΩΝ ΠΡΟΜΗΘΕΙΩΝ bbox=[1200, 939, 1365, 972]
procurement-box bbox=[1195, 930, 1371, 1036]
ika-article: Αἱ διοικήσεις τοῦ Συνδέσμου Βιομηχάνων καὶ τοῦ Συλλόγου Ἀλευροβιομηχάνων διεμαρτυρήθησαν διὰ τὰς νέας διατάξεις. bbox=[289, 627, 542, 663]
table-row bbox=[10, 271, 139, 280]
press-article-b: Ὅσον ἀφορᾷ τὸν τύπον τῆς μειονότητος, ἐκδίδονται εἰς τὴν Θράκην ἐφημερίδες εἰς τὴν τουρκικὴν γλῶσσαν χωρὶς οὐδένα περιορισμόν. Τὸ κράτος ἐνισχύει τὴν ἔκδοσιν βιβλίων καὶ τὴν λειτουργίαν βιβλιοθηκῶν εἰς τὰ χωρία. bbox=[145, 1546, 275, 1665]
table-cell: Βιοχρωμ. bbox=[147, 419, 182, 429]
table-cell: — bbox=[100, 270, 110, 280]
submitted-bills-headline: ΤΑ ΚΑΤΑΤΕΘΕΝΤΑ ΧΘΕΣ ΠΡΟΣ ΨΗΦΙΣΙΝ ΝΟΜΟΣΧΕΔΙΑ bbox=[583, 769, 887, 804]
table-cell: Ἠλ. Σ.Φ. bbox=[147, 338, 180, 349]
drachma-loans-title: ΔΑΝΕΙΑ ΕΙΣ ΔΡΑΧΜΑΣ bbox=[10, 433, 274, 445]
venereologist-text: Μάγερ 23α (Πλατ. Βάθης). Δέχεται 9—1 καὶ 5—8. bbox=[936, 887, 1173, 910]
railways-text-cont: Ἐκτίθεται εἰς μειοδοτικὸν διαγωνισμὸν ἡ χύτευσις διαφόρων ἐξαρτημάτων διὰ τὰς ἀνάγκας τῶν Σιδηροδρόμων. bbox=[295, 1084, 536, 1119]
athletics-article-cont: Οἱ Πανελλήνιοι ἀθλητικοὶ ἀγῶνες τελοῦνται τὴν Πέμπτην, τὴν Παρασκευὴν καὶ τὸ Σάββατον εἰς τὸ Παναθηναϊκὸν Στάδιον. Συμμετέχουν ἀθληταὶ ἐξ ὅλων τῶν περιφερειῶν τῆς χώρας, οἱ ὁποῖοι θὰ διαγωνισθοῦν διὰ τὴν ἀνάδειξιν τῶν πρωταθλητῶν τοῦ ἔτους. bbox=[289, 159, 542, 230]
tourists-title: ΠΕΡΙΗΓΗΤΑΙ ΕΙΣ ΠΕΙΡΑΙΑ bbox=[770, 1078, 881, 1101]
table-row bbox=[145, 240, 274, 250]
pediatrician-text: ΜΑΙΕΥΤΗΡ—ΓΥΝΑΙΚΟΛΟΓΟΣ bbox=[649, 1273, 821, 1285]
table-cell bbox=[237, 389, 274, 399]
correspondence-text: Δ. Δ., Πατησίων. Ἡ αἴτησις ὑποβάλλεται εἰς τὸ Ταμεῖον Συντάξεων μετὰ τῶν ἀπαραιτήτων δικαιολογητικῶν. Τὸ ποσὸν τῆς συντάξεως θὰ καθορισθῇ ἐπὶ τῇ βάσει τοῦ χρόνου ὑπηρεσίας καὶ τῶν τελευταίων ἀποδοχῶν. bbox=[928, 226, 1181, 286]
table-row bbox=[145, 250, 274, 260]
panteios-text: Ἡ ἀπόφασις τῆς κυβερνήσεως περὶ αὐξήσεως τῶν ἐκπαιδευτικῶν τελῶν προκαλεῖ ζωηρὰς ἀντιδράσεις εἰς τὸν φοιτητικὸν κόσμον, ὁ ὁποῖος ζητεῖ τὴν ἀνάκλησιν τοῦ μέτρου. bbox=[1195, 610, 1371, 682]
sports-news-article: Σήμερον ἀναχωροῦν οἱ ἀθληταὶ διὰ τοὺς στρατιωτικοὺς ἀγῶνας τῶν Βαλκανίων. bbox=[289, 414, 542, 437]
table-cell: Γεν.Ἀσφ.Ἑλ. bbox=[147, 270, 194, 280]
table-cell: 190 bbox=[208, 239, 222, 250]
olive-oil-text: Ἀνακοινοῦται ὅτι ἀπὸ σήμερον τὸ ἐλαιόλαδον πωλεῖται εἰς τὰς λαϊκὰς ἀγορὰς ἀντὶ δρχ. 16 τὸ κιλόν. bbox=[928, 764, 1181, 800]
car-accident-article-a: Εἰς τὴν λεωφόρον Κηφισίας καὶ παρὰ τὸ Μαρούσι ἐπιβατικὸν αὐτοκίνητον παρέσυρε πεζόν, ὁ ὁποῖος ἐτραυματίσθη θανασίμως. Ἕτερον δυστύχημα ἐσημειώθη εἰς τὴν ὁδὸν Πειραιῶς. bbox=[556, 682, 732, 755]
industry-table-title: ΒΙΟΜΗΧΑΝΙΑΙ bbox=[145, 284, 274, 296]
table-cell bbox=[93, 220, 111, 240]
sailing-article: Ὁ Πανελλήνιος ἱστιοπλοϊκὸς ἀγὼν διεξάγεται εἰς τὸν Φαληρικὸν ὅρμον. Αἱ κατατάξεις τῶν πρώτων σκαφῶν ἔχουν ὡς ἑξῆς: 1) Ὄρια, 2) Ἀλκυών, 3) Θέτις. bbox=[289, 247, 542, 294]
sailing-article-cont: Ὁ Πανελλήνιος ἱστιοπλοϊκὸς ἀγὼν διεξάγεται εἰς τὸν Φαληρικὸν ὅρμον. Αἱ κατατάξεις τῶν πρώτων σκαφῶν ἔχουν ὡς ἑξῆς: 1) Ὄρια, 2) Ἀλκυών, 3) Θέτις. bbox=[289, 298, 542, 346]
sailor-article-cont: Κατὰ πληροφορίας ἐκ Γιβραλτὰρ τὸ μικρὸν σκάφος τοῦ Ἕλληνος θαλασσοπόρου ἀναμένεται νὰ καταπλεύσῃ εἰς Πειραιᾶ ἐντὸς τῶν προσεχῶν ἡμερῶν. bbox=[289, 533, 542, 581]
table-row bbox=[145, 349, 274, 359]
market-commentary: Ἡ διάθεσις κατετάσσεται προσωρινῶς ἀναμενόμενη ἀνάκαμψις εἰς τὴν ἀγορὰν τῶν ἐμπορευμάτων καὶ τῶν ἀξιῶν. Ἡ κίνησις τοῦ Χρηματιστηρίου συνεχίζεται μετ' ἀμειώτου ἐνδιαφέροντος. Εἰς τὸ Ταμεῖον Ἀκροάσεως κατετέθησαν ποσὰ καὶ αἱ μετοχαὶ τῶν Τραπεζῶν παρουσίασαν μικρὰς διακυμάνσεις. bbox=[10, 471, 275, 542]
table-cell bbox=[68, 220, 93, 240]
savings-advertisement bbox=[10, 1677, 274, 1879]
clergy-pay-text: Ἡ Ὑπηρεσία Κρατικῶν Προμηθειῶν ἀνακοινοῖ ὅτι διενεργεῖ διαγωνισμὸν διὰ τὴν προμήθειαν ὑλικῶν. bbox=[1376, 1070, 1553, 1118]
thrace-article-d: Τουρκίαν ἔδωκε δικαιοδοσίας ἐκείνοις οἱ ὁποῖοι ἀπεχώρησαν ἀπὸ τὴν Θράκην. Κατὰ τὴν διάρκειαν τοῦ μεσοπολέμου ἡ μειονότης ἀπήλαυσε πλήρους ἐλευθερίας εἰς τὴν ἄσκησιν τῶν θρησκευτικῶν καὶ ἐκπαιδευτικῶν αὐτῆς δικαιωμάτων. Ἡ Ἑλληνικὴ Κυβέρνησις ἐφήρμοσε πιστῶς τὰς διατάξεις τῆς Συνθήκης τῆς Λωζάννης, ἐνῷ ἀντιθέτως εἰς τὴν Τουρκίαν ἡ ἑλληνικὴ μειονότης τῆς Κωνσταντινουπόλεως ὑπέστη σειρὰν περιορισμῶν. Τὰ σχολεῖα τῆς μειονότητος λειτουργοῦν κανονικῶς, οἱ μουφτῆδες ἐκλέγονται ἐλευθέρως καὶ ἡ περιουσία τῶν βακουφίων διαχειρίζεται ὑπὸ ἐπιτροπῶν ἐκ μελῶν τῆς μειονότητος. Αἱ ἐκθέσεις τῶν διεθνῶν παρατηρητῶν ἀναγνωρίζουν τὴν ἐλευθέραν ἀνάπτυξιν τῶν μειονοτικῶν ὀργανώσεων καὶ τὴν πρόοδον τῆς γεωργικῆς οἰκονομίας τῆς περιοχῆς. bbox=[145, 1095, 275, 1528]
agri-bank-declaration: ΔΙΑΚΗΡΥΞΙΣ bbox=[374, 838, 456, 850]
table-cell: Ἐθνικῆς bbox=[147, 220, 177, 230]
table-cell: 135 bbox=[94, 244, 110, 255]
table-cell: Ἐμπορικῆς bbox=[147, 229, 189, 240]
column-main-news bbox=[556, 33, 920, 2318]
table-cell: 133,5 bbox=[70, 244, 91, 255]
correspondence-text-4: Δ. Δ., Πατησίων. Ἡ αἴτησις ὑποβάλλεται εἰς τὸ Ταμεῖον Συντάξεων μετὰ τῶν ἀπαραιτήτων δικαιολογητικῶν. Τὸ ποσὸν τῆς συντάξεως θὰ καθορισθῇ ἐπὶ τῇ βάσει τοῦ χρόνου ὑπηρεσίας καὶ τῶν τελευταίων ἀποδοχῶν. bbox=[928, 416, 1181, 475]
committee-bills-headline: ΤΑ ΨΗΦΙΣΘΕΝΤΑ ΥΠΟ ΤΗΣ ΕΠΙΤΡΟΠΗΣ ΝΟΜΟΣΧΕΔΙΑ bbox=[586, 504, 883, 538]
railways-text: Ἐκτίθεται εἰς μειοδοτικὸν διαγωνισμὸν ἡ χύτευσις διαφόρων ἐξαρτημάτων διὰ τὰς ἀνάγκας τῶν Σιδηροδρόμων. bbox=[295, 1045, 536, 1081]
greek-success-article: Κατὰ πληροφορίας ἀπὸ τὸν Ἄγιον Σεβαστιανὸν, τῆς Ἱσπανίας, ὁ Ἕλλην σκοπευτὴς ἐσημείωσε νέον πανελλήνιον ρεκὸρ. bbox=[289, 362, 542, 397]
ad-interest: ΤΟΚΟΣ 10% bbox=[42, 1806, 243, 1847]
wheat-article-b: ΛΑΡΙΣΑ, 7. (Τοῦ ἀνταποκριτοῦ μας). Ἡ ἐξακριβωθεῖσα ὑπὸ τοῦ Ὑπουργείου Γεωργίας τιμὴ ἀσφαλείας τοῦ σίτου προκαλεῖ ζωηρὰν ἀγανάκτησιν μεταξὺ τῶν παραγωγῶν, οἱ ὁποῖοι δηλοῦν ὅτι ἡ τιμὴ εἶναι μικροτέρα τῆς προσφερομένης εἰς τὴν ἐλευθέραν ἀγοράν. Ἡ Ἕνωσις Συνεταιρισμῶν ἀπηύθυνε τηλεγράφημα πρὸς τὴν Κυβέρνησιν. bbox=[737, 142, 914, 273]
producers-money-heading: 4.000.000 ΔΡΑΧΜΑΙ ΕΙΣ ΧΕΙΡΑΣ ΤΩΝ ΠΑΡΑΓΩΓΩΝ bbox=[1382, 949, 1547, 971]
gynecologist-text: ΜΑΙΕΥΤΗΡ—ΓΥΝΑΙΚΟΛΟΓΟΣ · Χαριλάου Τρικούπη 113. Τηλ. 613.610 bbox=[934, 952, 1174, 974]
donation-box-text: Ἄγνωστος διαρρήκτης εἰσῆλθε εἰς τὸν ναὸν τῆς Μητροπόλεως καὶ ἀφήρεσε τὸ περιεχόμενον τοῦ κιβωτίου δωρεῶν. bbox=[928, 521, 1181, 557]
horse-racing-picks: 1η ἱπποδρομία: Τζέιμ Γκόρ ἢ Κάρος · 2α: Σπινέρ ἢ Τόσσου · 3η: Ἀλ φάλφ ἢ Ὁδάς · 4η: Ἀπάβλου ἢ Ὠξώ · 5η: Σαμεντσάν ἢ Χαΐα · 6η: Νέα Ὕπερ ἢ Σελάνα · 7η: Στρυμῶν ἢ Πομπέι bbox=[928, 131, 1181, 179]
table-cell bbox=[244, 261, 275, 271]
table-row bbox=[145, 230, 274, 240]
ika-headline: Η ΤΡΟΠΟΠΟΙΗΣΙΣ ΤΟΥ ΚΑΝΟΝΙΣΜΟΥ ΤΟΥ ΙΚΑ bbox=[301, 594, 530, 622]
car-census-article-b: Ὁ ὑπουργὸς τῶν Συγκοινωνιῶν ἐκάλεσε τοὺς κατόχους ἐπιβατικῶν αὐτοκινήτων ἰδιωτικῆς χρήσεως νὰ προσέλθουν διὰ τὴν ἀπογραφήν, κατὰ σειρὰν ἀριθμῶν ἀδείας κυκλοφορίας ὡς ἑξῆς: Τὴν 1ην Σεπτεμβρίου ἀπὸ 7921 ἕως 8270, τὴν 2αν ἀπὸ 8271 ἕως 8850, τὴν 3ην ἀπὸ 8851 ἕως 9020. bbox=[1376, 332, 1553, 440]
table-cell: — bbox=[100, 260, 110, 271]
car-accident-headline: ΔΥΟ ΝΕΚΡΟΙ ΚΑΙ ΕΙΣ ΤΡΑΥΜΑΤΙΑΣ ΑΠΟ ΑΥΤΟΚΙΝΗΤΑ bbox=[586, 643, 883, 676]
table-row bbox=[145, 410, 274, 420]
new-taxes-headline: ΝΕΑ ΣΕΙΡΑ ΦΟΡΟΛΟΓΙΩΝ 150 ΕΚΑΤΟΜΜΥΡΙΩΝ ΔΡΑΧΜΩΝ ΑΝΗΓΓΕΙΛΕ ΧΘΕΣ ΤΗΣ ΚΥΒΕΡΝΗΣΕΩΣ bbox=[1195, 697, 1552, 748]
suicide-text: Εἰς τὴν οἰκίαν του εἰς τὸν Πειραιᾶ ηὐτοκτόνησε συνταξιοῦχος ναυτικός. bbox=[928, 642, 1181, 666]
table-cell bbox=[237, 328, 274, 338]
table-row bbox=[145, 271, 274, 280]
header-left-section: Η ΑΘΛΗΤΙΚΗ ΚΙΝΗΣΙΣ bbox=[14, 10, 191, 24]
pediatrician-title: ΙΦΙΓΕΝΕΙΑ ΑΙΝΑΡΔΑΚΗ ΠΑΙΔΙΑΤΡΟΣ bbox=[615, 1261, 854, 1272]
suicide-headline: ΑΥΤΟΚΤΟΝΙΑ ΣΥΝΤΑΞΙΟΥΧΟΥ ΝΑΥΤΙΚΟΥ bbox=[928, 621, 1180, 637]
wheat-article-a: ΛΑΡΙΣΑ, 7. (Τοῦ ἀνταποκριτοῦ μας). Ἡ ἐξακριβωθεῖσα ὑπὸ τοῦ Ὑπουργείου Γεωργίας τιμὴ ἀσφαλείας τοῦ σίτου προκαλεῖ ζωηρὰν ἀγανάκτησιν μεταξὺ τῶν παραγωγῶν, οἱ ὁποῖοι δηλοῦν ὅτι ἡ τιμὴ εἶναι μικροτέρα τῆς προσφερομένης εἰς τὴν ἐλευθέραν ἀγοράν. Ἡ Ἕνωσις Συνεταιρισμῶν ἀπηύθυνε τηλεγράφημα πρὸς τὴν Κυβέρνησιν. bbox=[556, 142, 732, 273]
horse-racing-emblem bbox=[928, 33, 1180, 78]
table-cell: 845 bbox=[227, 210, 242, 220]
table-cell bbox=[237, 298, 274, 308]
olive-oil-headline: ΕΛΑΙΟΛΑΔΑ ΕΙΣ ΤΑΣ ΛΑΪΚΑΣ ΑΓΟΡΑΣ bbox=[939, 743, 1170, 759]
economy-logo: Οἰκονομικὴ ζωή bbox=[10, 35, 327, 133]
submitted-bills-article-b: Κατετέθησαν χθὲς εἰς τὴν Βουλὴν νομοσχέδια τοῦ Ὑπουργείου Οἰκονομικῶν περὶ τροποποιήσεως διατάξεων τοῦ φορολογικοῦ νόμου καὶ περὶ κυρώσεως συμβάσεων. bbox=[737, 809, 914, 868]
header-date: Τετάρτη 8 Αυγούστου 1956 bbox=[1283, 8, 1474, 24]
agri-bank-text-cont2: Ἡ Διαχειριστικὴ Ἐπιτροπὴ καταλοίπων τῆς Ἀγροτικῆς Τραπέζης προκηρύσσει δημοπρασίαν διὰ τὴν πώλησιν ἀποθεμάτων καὶ ὑλικῶν. bbox=[295, 929, 536, 965]
column-economy bbox=[10, 33, 327, 2318]
table-row bbox=[10, 220, 139, 240]
thrace-article-c: Τουρκίαν ἔδωκε δικαιοδοσίας ἐκείνοις οἱ ὁποῖοι ἀπεχώρησαν ἀπὸ τὴν Θράκην. Κατὰ τὴν διάρκειαν τοῦ μεσοπολέμου ἡ μειονότης ἀπήλαυσε πλήρους ἐλευθερίας εἰς τὴν ἄσκησιν τῶν θρησκευτικῶν καὶ ἐκπαιδευτικῶν αὐτῆς δικαιωμάτων. Ἡ Ἑλληνικὴ Κυβέρνησις ἐφήρμοσε πιστῶς τὰς διατάξεις τῆς Συνθήκης τῆς Λωζάννης, ἐνῷ ἀντιθέτως εἰς τὴν Τουρκίαν ἡ ἑλληνικὴ μειονότης τῆς Κωνσταντινουπόλεως ὑπέστη σειρὰν περιορισμῶν. Τὰ σχολεῖα τῆς μειονότητος λειτουργοῦν κανονικῶς, οἱ μουφτῆδες ἐκλέγονται ἐλευθέρως καὶ ἡ περιουσία τῶν βακουφίων διαχειρίζεται ὑπὸ ἐπιτροπῶν ἐκ μελῶν τῆς μειονότητος. Αἱ ἐκθέσεις τῶν διεθνῶν παρατηρητῶν ἀναγνωρίζουν τὴν ἐλευθέραν ἀνάπτυξιν τῶν μειονοτικῶν ὀργανώσεων καὶ τὴν πρόοδον τῆς γεωργικῆς οἰκονομίας τῆς περιοχῆς. bbox=[10, 1095, 140, 1528]
clergy-pay-heading: Η ΜΙΣΘΟΔΟΣΙΑ ΤΟΥ ΕΦΗΜΕΡΙΑΚΟΥ ΚΛΗΡΟΥ bbox=[1386, 1047, 1544, 1069]
table-cell: — bbox=[233, 270, 242, 280]
